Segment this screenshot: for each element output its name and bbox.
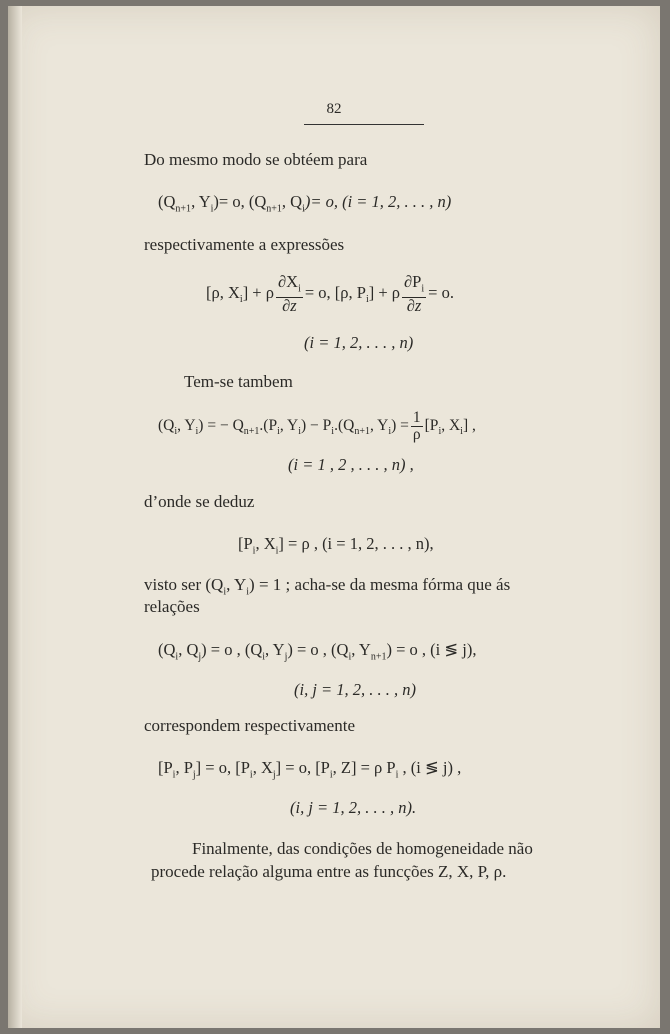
text-line-8: Finalmente, das condições de homogeneidade não — [192, 839, 533, 858]
equation-7: ($Q_i$, $Q_j) = o$ , ($Q_i$, $Y_j) = o$ , ($Q_i$, $Y_{n+1}) = o$ , (i ≶ j), — [158, 640, 477, 663]
text-line-5: visto ser ($Q_i$, $Y_i) = 1$ ; acha-se da mesma fórma que ás — [144, 575, 511, 598]
text-line-3: Tem-se tambem — [184, 372, 293, 391]
equation-3: (i = 1, 2, . . . , n) — [304, 333, 414, 352]
equation-10: (i, j = 1, 2, . . . , n). — [290, 798, 417, 817]
text-line-1: Do mesmo modo se obtéem para — [144, 150, 368, 169]
equation-6: [$P_i$, $X_i] = \rho$ , (i = 1, 2, . . . , n), — [238, 534, 434, 557]
page-spine-shadow — [8, 6, 22, 1028]
equation-2: [ρ, $X_i] + \rho$ $\frac{\partial X_i}{\partial z}$ = o, [ρ, $P_i] + \rho$ $\frac{\partial P_i}{\partial z}$ = o. — [206, 272, 454, 316]
text-line-9: procede relação alguma entre as funcções Z, X, P, ρ. — [151, 862, 507, 881]
book-page — [8, 6, 660, 1028]
equation-8: (i, j = 1, 2, . . . , n) — [294, 680, 417, 699]
equation-9: [$P_i$, $P_j] = o$, [$P_i$, $X_j] = o$, [$P_i$, Z] = ρ $P_i$ , (i ≶ j) , — [158, 758, 462, 781]
equation-1: ($Q_{n+1}$, $Y_i)= o$, ($Q_{n+1}$, $Q_i)= o$, (i = 1, 2, . . . , n) — [158, 192, 452, 215]
page-number: 82 — [326, 101, 342, 117]
text-line-4: d’onde se deduz — [144, 492, 255, 511]
equation-5: (i = 1 , 2 , . . . , n) , — [288, 455, 414, 474]
equation-4: ($Q_i$, $Y_i$) = − $Q_{n+1}.(P_i$, $Y_i) - P_i.(Q_{n+1}$, $Y_i$) = $\frac{1}{\rho}$ [$P_i$, $X_i$] , — [158, 409, 476, 443]
text-line-2: respectivamente a expressões — [144, 235, 345, 254]
text-line-6: relações — [144, 597, 200, 616]
header-rule — [304, 124, 424, 125]
text-line-7: correspondem respectivamente — [144, 716, 355, 735]
